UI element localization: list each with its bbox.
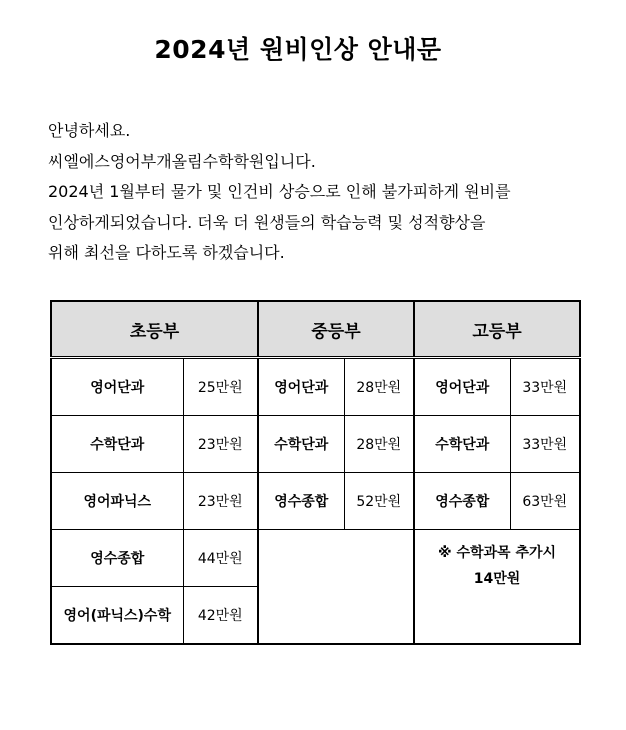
page-title: 2024년 원비인상 안내문 bbox=[154, 35, 442, 64]
middle-price: 28만원 bbox=[344, 416, 414, 473]
elementary-subject: 영어단과 bbox=[51, 358, 183, 416]
elementary-subject: 영어(파닉스)수학 bbox=[51, 587, 183, 645]
middle-subject: 영수종합 bbox=[258, 473, 344, 530]
elementary-price: 23만원 bbox=[183, 416, 258, 473]
high-subject: 영수종합 bbox=[414, 473, 510, 530]
fee-table bbox=[50, 300, 581, 645]
intro-line: 위해 최선을 다하도록 하겠습니다. bbox=[48, 243, 285, 262]
table-row bbox=[51, 358, 580, 416]
intro-line: 인상하게되었습니다. 더욱 더 원생들의 학습능력 및 성적향상을 bbox=[48, 212, 486, 232]
table-row bbox=[51, 473, 580, 530]
middle-price: 52만원 bbox=[344, 473, 414, 530]
high-price: 33만원 bbox=[510, 358, 580, 416]
elementary-price: 25만원 bbox=[183, 358, 258, 416]
high-extra-note bbox=[414, 530, 580, 645]
table-row bbox=[51, 530, 580, 587]
high-price: 33만원 bbox=[510, 416, 580, 473]
intro-line: 씨엘에스영어부개올림수학학원입니다. bbox=[48, 151, 316, 171]
intro-line: 2024년 1월부터 물가 및 인건비 상승으로 인해 불가피하게 원비를 bbox=[48, 182, 511, 201]
high-note-line1: ※ 수학과목 추가시 bbox=[437, 545, 557, 561]
middle-price: 28만원 bbox=[344, 358, 414, 416]
intro-text bbox=[48, 116, 588, 269]
header-elementary: 초등부 bbox=[51, 301, 258, 358]
middle-empty-cell bbox=[258, 530, 414, 645]
elementary-price: 42만원 bbox=[183, 587, 258, 645]
high-price: 63만원 bbox=[510, 473, 580, 530]
elementary-subject: 수학단과 bbox=[51, 416, 183, 473]
high-note-line2: 14만원 bbox=[473, 571, 521, 587]
header-middle: 중등부 bbox=[258, 301, 414, 358]
high-subject: 영어단과 bbox=[414, 358, 510, 416]
elementary-subject: 영수종합 bbox=[51, 530, 183, 587]
table-row bbox=[51, 416, 580, 473]
elementary-price: 23만원 bbox=[183, 473, 258, 530]
middle-subject: 수학단과 bbox=[258, 416, 344, 473]
high-subject: 수학단과 bbox=[414, 416, 510, 473]
elementary-price: 44만원 bbox=[183, 530, 258, 587]
header-high: 고등부 bbox=[414, 301, 580, 358]
middle-subject: 영어단과 bbox=[258, 358, 344, 416]
intro-line: 안녕하세요. bbox=[48, 121, 131, 140]
elementary-subject: 영어파닉스 bbox=[51, 473, 183, 530]
